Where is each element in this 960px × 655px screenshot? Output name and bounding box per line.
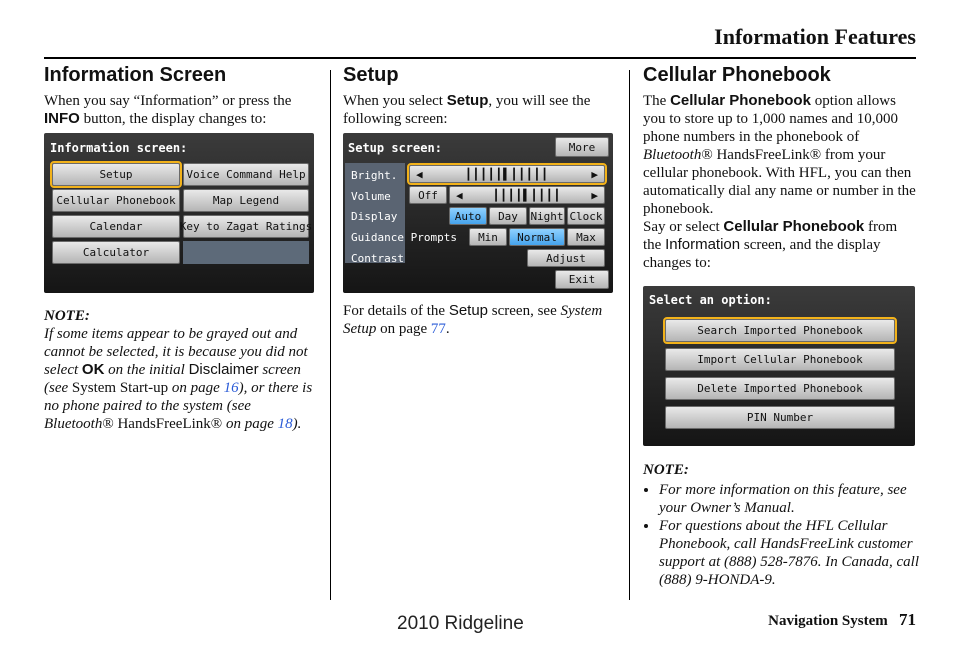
select-instruction: Say or select Cellular Phonebook from the Information screen, and the display changes to: — [643, 218, 898, 271]
exit-button[interactable]: Exit — [555, 270, 609, 289]
watermark: 2010 Ridgeline — [397, 613, 524, 634]
information-screen-image — [44, 133, 314, 293]
setup-screen-image — [343, 133, 613, 293]
page-link[interactable]: 16 — [223, 380, 239, 396]
guidance-min-button[interactable]: Min — [469, 228, 507, 246]
column-divider — [629, 70, 630, 600]
setup-details: For details of the Setup screen, see System Setup on page 77. — [343, 302, 603, 337]
guidance-max-button[interactable]: Max — [567, 228, 605, 246]
select-option-screen-image — [643, 286, 915, 446]
information-screen-section — [44, 66, 324, 128]
row-label: Guidance Prompts — [351, 231, 457, 244]
map-legend-button[interactable]: Map Legend — [183, 189, 309, 212]
note-bullet: • For questions about the HFL Cellular Phonebook, call HandsFreeLink customer support at (888) 528-7876. In Canada, call (888) 9-HONDA-9. — [659, 517, 919, 589]
section-heading: Information Screen — [44, 64, 227, 86]
key-to-zagat-ratings-button[interactable]: Key to Zagat Ratings — [183, 215, 309, 238]
pin-number-button[interactable]: PIN Number — [665, 406, 895, 429]
calendar-button[interactable]: Calendar — [52, 215, 180, 238]
cellular-phonebook-section — [643, 66, 918, 272]
search-imported-phonebook-button[interactable]: Search Imported Phonebook — [665, 319, 895, 342]
intro-paragraph: When you say “Information” or press the INFO button, the display changes to: — [44, 93, 292, 127]
right-arrow-icon: ▶ — [591, 188, 598, 202]
phonebook-description: The Cellular Phonebook option allows you to store up to 1,000 names and 10,000 phone numbers in the phonebook of Bluetooth® HandsFreeLink® from your cellular phonebook. With HFL, you can then automatically dial any name or number in the phonebook. — [643, 92, 916, 217]
row-label: Volume — [351, 190, 391, 203]
slider-ticks: ┃┃┃┃┃▌┃┃┃┃┃ — [465, 167, 549, 181]
left-arrow-icon: ◀ — [456, 188, 463, 202]
header-rule — [44, 57, 916, 59]
column-divider — [330, 70, 331, 600]
slider-ticks: ┃┃┃┃▌┃┃┃┃ — [492, 188, 562, 202]
note-text: If some items appear to be grayed out and cannot be selected, it is because you did not select OK on the initial Disclaimer screen (see System Start-up on page 16), or there is no phone paired to the system (see Bluetooth® HandsFreeLink® on page 18). — [44, 326, 313, 432]
information-note — [44, 307, 324, 433]
page-header-title: Information Features — [714, 24, 916, 49]
row-label: Display — [351, 210, 398, 223]
display-clock-button[interactable]: Clock — [567, 207, 605, 225]
guidance-normal-button[interactable]: Normal — [509, 228, 565, 246]
import-cellular-phonebook-button[interactable]: Import Cellular Phonebook — [665, 348, 895, 371]
display-night-button[interactable]: Night — [529, 207, 565, 225]
row-label: Contrast — [351, 252, 404, 265]
page-link[interactable]: 77 — [430, 321, 446, 337]
voice-command-help-button[interactable]: Voice Command Help — [183, 163, 309, 186]
calculator-button[interactable]: Calculator — [52, 241, 180, 264]
screen-title: Information screen: — [50, 141, 188, 155]
section-heading: Cellular Phonebook — [643, 64, 831, 86]
right-arrow-icon: ▶ — [591, 167, 598, 181]
page-number: 71 — [899, 610, 916, 629]
phonebook-note — [643, 461, 919, 589]
more-button[interactable]: More — [555, 137, 609, 157]
row-label: Bright. — [351, 169, 398, 182]
brightness-slider[interactable] — [409, 165, 605, 183]
page-footer: Navigation System 71 — [768, 610, 916, 629]
contrast-adjust-button[interactable]: Adjust — [527, 249, 605, 267]
note-label: NOTE: — [44, 308, 90, 324]
left-arrow-icon: ◀ — [416, 167, 423, 181]
note-label: NOTE: — [643, 462, 689, 478]
intro-paragraph: When you select Setup, you will see the following screen: — [343, 92, 591, 127]
volume-off-button[interactable]: Off — [409, 186, 447, 204]
screen-title: Setup screen: — [348, 141, 442, 155]
section-heading: Setup — [343, 64, 399, 86]
volume-slider[interactable] — [449, 186, 605, 204]
note-bullet: • For more information on this feature, see your Owner’s Manual. — [659, 481, 919, 517]
setup-button[interactable]: Setup — [52, 163, 180, 186]
screen-title: Select an option: — [649, 293, 772, 307]
empty-slot — [183, 241, 309, 264]
display-auto-button[interactable]: Auto — [449, 207, 487, 225]
page-link[interactable]: 18 — [277, 416, 293, 432]
display-day-button[interactable]: Day — [489, 207, 527, 225]
delete-imported-phonebook-button[interactable]: Delete Imported Phonebook — [665, 377, 895, 400]
cellular-phonebook-button[interactable]: Cellular Phonebook — [52, 189, 180, 212]
setup-section — [343, 66, 618, 128]
